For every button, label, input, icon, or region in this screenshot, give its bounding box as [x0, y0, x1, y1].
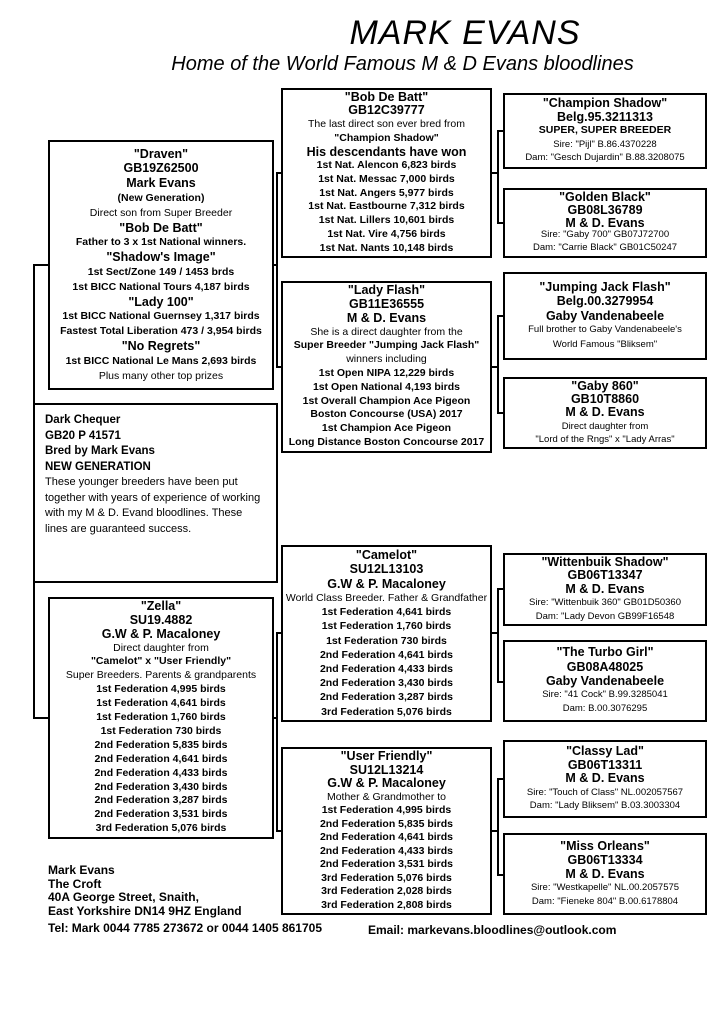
pedigree-line: 1st Nat. Nants 10,148 birds — [319, 241, 454, 254]
pedigree-line: 2nd Federation 3,531 birds — [319, 858, 454, 870]
connector-line — [33, 581, 35, 719]
pedigree-line: World Class Breeder. Father & Grandfather — [285, 591, 488, 604]
pedigree-line: "Gaby 860" — [571, 378, 639, 393]
pedigree-box-lady-flash — [281, 281, 492, 453]
pedigree-line: 1st Federation 4,995 birds — [96, 683, 226, 696]
pedigree-line: 2nd Federation 4,641 birds — [319, 831, 454, 843]
connector-line — [497, 778, 504, 780]
pedigree-line: Dam: "Fieneke 804" B.00.6178804 — [531, 896, 679, 907]
pedigree-line: 1st BICC National Guernsey 1,317 birds — [62, 310, 260, 323]
pedigree-line: 2nd Federation 3,531 birds — [94, 808, 228, 821]
pedigree-line: 1st Nat. Angers 5,977 birds — [319, 186, 454, 199]
pedigree-line: Direct daughter from — [113, 641, 209, 654]
pedigree-line: "Classy Lad" — [566, 744, 644, 759]
contact-name: Mark Evans — [48, 863, 115, 877]
pedigree-line: M & D. Evans — [565, 581, 645, 596]
connector-line — [497, 315, 504, 317]
pedigree-line: Belg.95.3211313 — [557, 109, 653, 124]
connector-line — [497, 588, 504, 590]
pedigree-line: "Miss Orleans" — [560, 839, 650, 853]
pedigree-line: "No Regrets" — [121, 338, 201, 353]
pedigree-line: "Bob De Batt" — [119, 220, 203, 235]
pedigree-line: SU12L13214 — [349, 762, 424, 777]
pedigree-line: Dam: "Gesch Dujardin" B.88.3208075 — [525, 152, 685, 164]
pedigree-line: His descendants have won — [306, 144, 467, 159]
pedigree-line: "User Friendly" — [340, 749, 433, 763]
pedigree-line: Gaby Vandenabeele — [545, 673, 665, 688]
pedigree-line: lines are guaranteed success. — [45, 522, 192, 535]
connector-line — [33, 264, 35, 405]
pedigree-box-camelot — [281, 545, 492, 722]
pedigree-line: Direct daughter from — [561, 420, 649, 432]
pedigree-box-zella — [48, 597, 274, 839]
pedigree-line: Boston Concourse (USA) 2017 — [310, 408, 463, 421]
connector-line — [33, 717, 49, 719]
contact-email: Email: markevans.bloodlines@outlook.com — [368, 923, 617, 937]
pedigree-box-classy-lad — [503, 740, 707, 818]
pedigree-line: World Famous "Bliksem" — [552, 338, 658, 350]
pedigree-line: "Champion Shadow" — [542, 96, 668, 111]
pedigree-line: "Jumping Jack Flash" — [539, 279, 671, 294]
pedigree-line: 2nd Federation 3,430 birds — [94, 780, 228, 793]
pedigree-line: 1st Champion Ace Pigeon — [321, 422, 452, 435]
pedigree-line: G.W & P. Macaloney — [101, 626, 221, 641]
pedigree-line: GB06T13334 — [567, 853, 643, 867]
pedigree-line: 2nd Federation 4,433 birds — [319, 662, 454, 675]
pedigree-line: 1st BICC National Le Mans 2,693 birds — [65, 354, 257, 367]
contact-address-line: East Yorkshire DN14 9HZ England — [48, 903, 242, 918]
pedigree-line: Super Breeders. Parents & grandparents — [65, 669, 257, 682]
pedigree-box-the-turbo-girl — [503, 640, 707, 722]
pedigree-line: together with years of experience of working — [45, 491, 261, 504]
pedigree-box-draven — [48, 140, 274, 390]
pedigree-line: 1st Federation 1,760 birds — [321, 620, 452, 633]
pedigree-line: 1st Federation 730 birds — [100, 724, 222, 737]
pedigree-line: 3rd Federation 2,028 birds — [321, 885, 452, 897]
pedigree-box-gaby-860 — [503, 377, 707, 449]
pedigree-line: Dam: "Lady Bliksem" B.03.3003304 — [529, 800, 681, 812]
connector-line — [33, 264, 49, 266]
pedigree-line: 1st Federation 1,760 birds — [96, 711, 226, 724]
pedigree-line: "Champion Shadow" — [334, 131, 439, 144]
pedigree-line: GB20 P 41571 — [45, 429, 121, 442]
pedigree-line: GB11E36555 — [348, 297, 425, 312]
connector-line — [497, 681, 504, 683]
pedigree-line: GB06T13311 — [567, 757, 643, 772]
pedigree-line: Sire: "Westkapelle" NL.00.2057575 — [530, 882, 680, 893]
pedigree-line: GB06T13347 — [567, 568, 643, 583]
pedigree-line: "Zella" — [140, 598, 182, 613]
connector-line — [497, 130, 499, 224]
pedigree-line: Mother & Grandmother to — [326, 790, 447, 803]
connector-line — [276, 632, 282, 634]
pedigree-line: 1st Overall Champion Ace Pigeon — [302, 394, 471, 407]
pedigree-line: 1st Nat. Lillers 10,601 birds — [318, 214, 455, 227]
pedigree-line: "Shadow's Image" — [106, 250, 216, 265]
pedigree-line: 2nd Federation 5,835 birds — [94, 738, 228, 751]
page-subtitle: Home of the World Famous M & D Evans bloodlines — [171, 53, 634, 75]
pedigree-line: Sire: "Pijl" B.86.4370228 — [553, 138, 657, 150]
pedigree-line: GB12C39777 — [348, 103, 425, 118]
pedigree-line: Bred by Mark Evans — [45, 445, 155, 457]
pedigree-line: Sire: "Gaby 700" GB07J72700 — [540, 229, 670, 241]
pedigree-line: G.W & P. Macaloney — [327, 776, 446, 790]
pedigree-line: 2nd Federation 4,641 birds — [94, 752, 228, 765]
pedigree-line: Sire: "Wittenbuik 360" GB01D50360 — [529, 597, 681, 609]
pedigree-line: Sire: "41 Cock" B.99.3285041 — [542, 689, 668, 701]
pedigree-line: "Lady 100" — [128, 294, 194, 309]
pedigree-line: 1st Federation 4,995 birds — [321, 804, 452, 816]
pedigree-line: The last direct son ever bred from — [308, 118, 465, 131]
pedigree-line: 1st Open NIPA 12,229 birds — [318, 367, 455, 379]
pedigree-line: Dam: B.00.3076295 — [562, 703, 648, 715]
pedigree-line: SU12L13103 — [349, 562, 424, 577]
pedigree-line: 2nd Federation 4,433 birds — [319, 844, 454, 857]
pedigree-line: Dark Chequer — [45, 414, 121, 426]
pedigree-line: Sire: "Touch of Class" NL.002057567 — [526, 786, 684, 798]
pedigree-line: "Lord of the Rngs" x "Lady Arras" — [535, 433, 675, 445]
pedigree-box-dark-chequer — [33, 403, 278, 583]
connector-line — [276, 172, 278, 368]
pedigree-line: 3rd Federation 2,808 birds — [321, 898, 452, 911]
pedigree-line: "Draven" — [133, 146, 189, 161]
pedigree-line: "Camelot" x "User Friendly" — [90, 655, 232, 668]
pedigree-line: These younger breeders have been put — [45, 476, 238, 488]
contact-block — [48, 864, 322, 936]
pedigree-line: Dam: "Carrie Black" GB01C50247 — [532, 242, 678, 254]
pedigree-line: 2nd Federation 4,641 birds — [319, 648, 454, 661]
pedigree-line: "Golden Black" — [559, 190, 651, 204]
pedigree-box-bob-de-batt — [281, 88, 492, 258]
pedigree-line: G.W & P. Macaloney — [327, 576, 446, 591]
contact-phone: Tel: Mark 0044 7785 273672 or 0044 1405 861705 — [48, 921, 322, 935]
pedigree-line: 1st Federation 4,641 birds — [321, 606, 452, 619]
pedigree-line: "Wittenbuik Shadow" — [541, 554, 669, 569]
connector-line — [276, 172, 282, 174]
pedigree-line: Long Distance Boston Concourse 2017 — [288, 435, 485, 448]
page-title: MARK EVANS — [349, 14, 581, 52]
pedigree-line: Mark Evans — [126, 176, 196, 191]
pedigree-line: 3rd Federation 5,076 birds — [95, 822, 227, 835]
pedigree-line: "Bob De Batt" — [344, 89, 429, 104]
connector-line — [276, 366, 282, 368]
pedigree-line: 3rd Federation 5,076 birds — [321, 705, 452, 718]
pedigree-line: GB08L36789 — [567, 202, 643, 217]
pedigree-line: 2nd Federation 5,835 birds — [319, 817, 454, 830]
pedigree-line: "The Turbo Girl" — [556, 645, 654, 660]
connector-line — [497, 130, 504, 132]
pedigree-line: GB08A48025 — [566, 659, 644, 674]
pedigree-line: (New Generation) — [117, 192, 205, 205]
pedigree-line: 2nd Federation 3,287 birds — [94, 794, 228, 807]
connector-line — [497, 778, 499, 876]
pedigree-line: 2nd Federation 3,287 birds — [319, 691, 454, 704]
pedigree-line: Father to 3 x 1st National winners. — [75, 236, 247, 249]
pedigree-line: She is a direct daughter from the — [310, 325, 463, 338]
pedigree-box-miss-orleans — [503, 833, 707, 915]
pedigree-line: M & D. Evans — [565, 867, 645, 881]
pedigree-line: GB19Z62500 — [123, 161, 199, 176]
pedigree-line: 1st Sect/Zone 149 / 1453 brds — [87, 266, 235, 278]
pedigree-line: SU19.4882 — [129, 612, 193, 627]
pedigree-line: SUPER, SUPER BREEDER — [538, 124, 672, 137]
pedigree-line: Belg.00.3279954 — [556, 294, 654, 309]
pedigree-line: 1st Nat. Messac 7,000 birds — [318, 173, 455, 185]
pedigree-line: Direct son from Super Breeder — [89, 206, 233, 219]
pedigree-line: Gaby Vandenabeele — [545, 308, 665, 323]
pedigree-line: 1st Open National 4,193 birds — [312, 380, 461, 393]
connector-line — [497, 315, 499, 414]
pedigree-line: Super Breeder "Jumping Jack Flash" — [293, 339, 480, 352]
connector-line — [276, 632, 278, 832]
pedigree-box-jumping-jack-flash — [503, 272, 707, 360]
pedigree-line: 1st Federation 4,641 birds — [96, 697, 226, 710]
pedigree-box-golden-black — [503, 188, 707, 258]
pedigree-line: 1st Federation 730 birds — [326, 634, 447, 647]
pedigree-line: "Camelot" — [355, 548, 418, 563]
pedigree-line: M & D. Evans — [565, 215, 645, 230]
connector-line — [497, 222, 504, 224]
connector-line — [497, 588, 499, 683]
pedigree-line: "Lady Flash" — [347, 283, 426, 298]
pedigree-line: 1st Nat. Vire 4,756 birds — [327, 227, 446, 240]
pedigree-line: Fastest Total Liberation 473 / 3,954 birds — [60, 325, 262, 338]
pedigree-line: NEW GENERATION — [45, 460, 151, 473]
pedigree-box-champion-shadow — [503, 93, 707, 169]
pedigree-box-wittenbuik-shadow — [503, 553, 707, 626]
pedigree-line: 1st BICC National Tours 4,187 birds — [72, 280, 250, 293]
connector-line — [497, 874, 504, 876]
contact-address-line: The Croft — [48, 876, 102, 891]
pedigree-line: M & D. Evans — [346, 310, 427, 325]
pedigree-line: M & D. Evans — [565, 405, 645, 420]
pedigree-line: 3rd Federation 5,076 birds — [321, 871, 452, 884]
pedigree-line: 1st Nat. Alencon 6,823 birds — [316, 159, 457, 172]
pedigree-line: Full brother to Gaby Vandenabeele's — [528, 324, 682, 336]
pedigree-line: with my M & D. Evand bloodlines. These — [45, 507, 243, 519]
pedigree-line: winners including — [346, 353, 427, 366]
connector-line — [497, 412, 504, 414]
pedigree-line: Dam: "Lady Devon GB99F16548 — [535, 610, 675, 622]
pedigree-line: M & D. Evans — [565, 771, 645, 786]
pedigree-line: 2nd Federation 4,433 birds — [94, 766, 228, 779]
connector-line — [276, 830, 282, 832]
pedigree-line: 1st Nat. Eastbourne 7,312 birds — [308, 200, 465, 213]
pedigree-line: Plus many other top prizes — [98, 369, 224, 382]
pedigree-line: 2nd Federation 3,430 birds — [319, 677, 454, 690]
contact-address-line: 40A George Street, Snaith, — [48, 890, 199, 904]
pedigree-line: GB10T8860 — [570, 392, 640, 407]
